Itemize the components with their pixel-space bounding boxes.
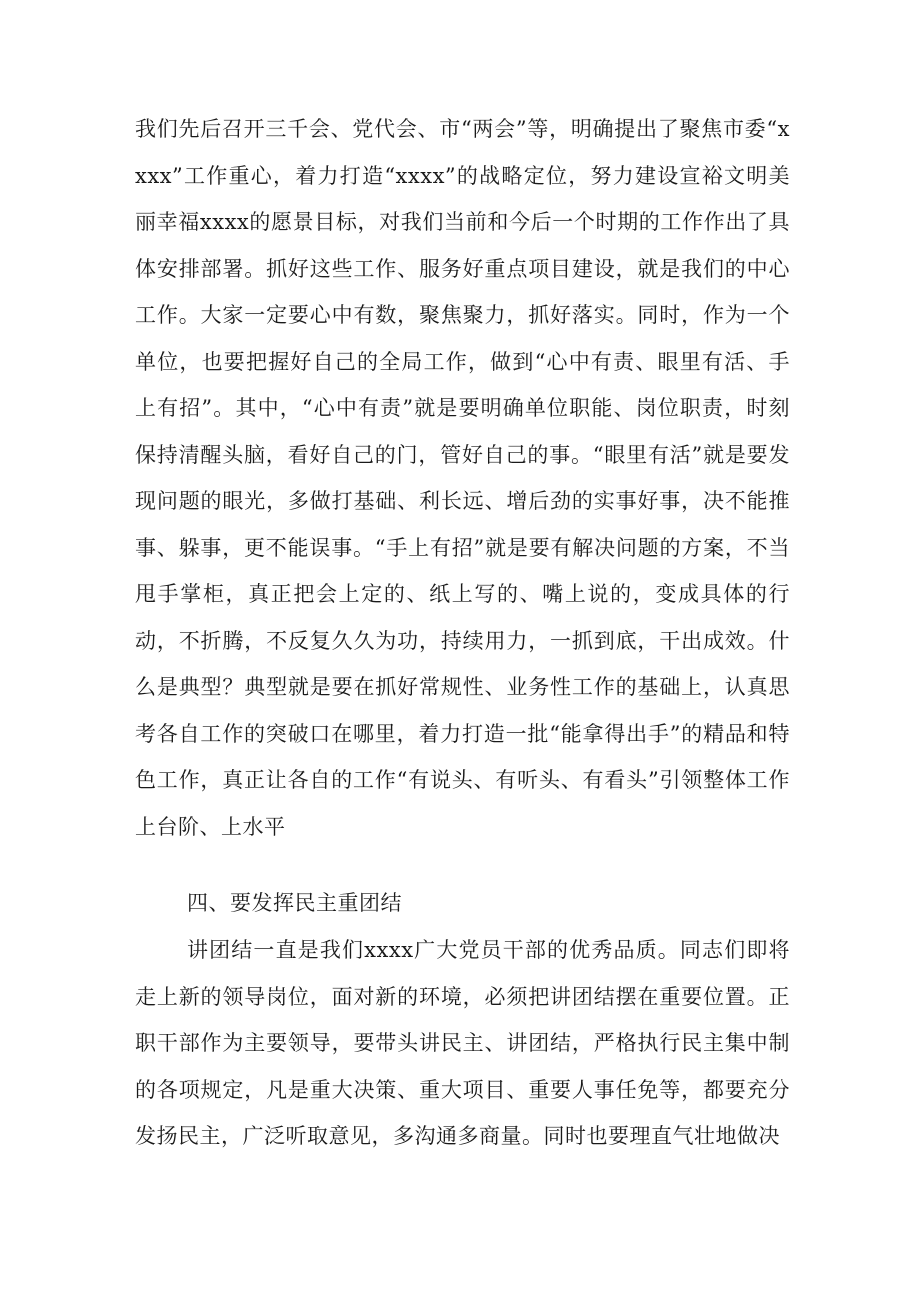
body-paragraph-1: 我们先后召开三千会、党代会、市“两会”等，明确提出了聚焦市委“xxxx”工作重心，着力打造“xxxx”的战略定位，努力建设宣裕文明美丽幸福xxxx的愿景目标，对我们当前和今后一个时期的工作作出了具体安排部署。抓好这些工作、服务好重点项目建设，就是我们的中心工作。大家一定要心中有数，聚焦聚力，抓好落实。同时，作为一个单位，也要把握好自己的全局工作，做到“心中有责、眼里有活、手上有招”。其中，“心中有责”就是要明确单位职能、岗位职责，时刻保持清醒头脑，看好自己的门，管好自己的事。“眼里有活”就是要发现问题的眼光，多做打基础、利长远、增后劲的实事好事，决不能推事、躲事，更不能误事。“手上有招”就是要有解决问题的方案，不当甩手掌柜，真正把会上定的、纸上写的、嘴上说的，变成具体的行动，不折腾，不反复久久为功，持续用力，一抓到底，干出成效。什么是典型？典型就是要在抓好常规性、业务性工作的基础上，认真思考各自工作的突破口在哪里，着力打造一批“能拿得出手”的精品和特色工作，真正让各自的工作“有说头、有听头、有看头”引领整体工作上台阶、上水平 (135, 117, 790, 839)
section-heading: 四、要发挥民主重团结 (187, 891, 402, 915)
body-paragraph-2: 讲团结一直是我们xxxx广大党员干部的优秀品质。同志们即将走上新的领导岗位，面对新的环境，必须把讲团结摆在重要位置。正职干部作为主要领导，要带头讲民主、讲团结，严格执行民主集中制的各项规定，凡是重大决策、重大项目、重要人事任免等，都要充分发扬民主，广泛听取意见，多沟通多商量。同时也要理直气壮地做决 (135, 938, 790, 1148)
